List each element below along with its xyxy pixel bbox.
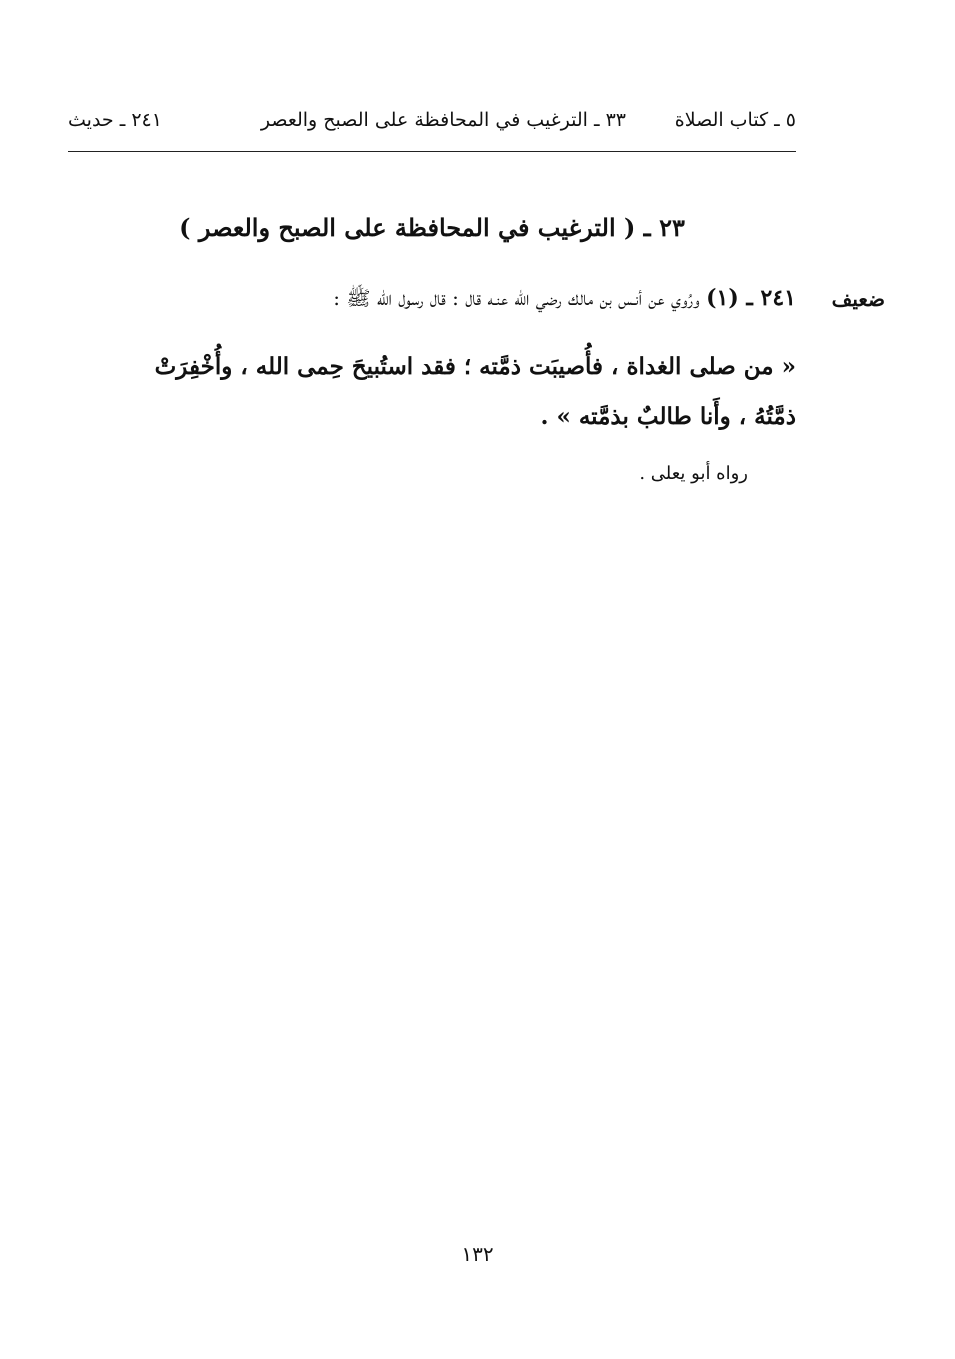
chapter-heading: ٢٣ ـ ( الترغيب في المحافظة على الصبح والعصر ) xyxy=(179,213,685,242)
header-chapter-title: ٣٣ ـ الترغيب في المحافظة على الصبح والعصر xyxy=(260,109,626,131)
hadith-intro xyxy=(68,281,796,315)
hadith-isnad: ورُوي عن أنـس بن مالك رضي الله عنـه قال : قال رسول الله ﷺ : xyxy=(333,286,700,310)
hadith-text xyxy=(68,342,796,442)
header-hadith-ref: ٢٤١ ـ حديث xyxy=(68,109,162,131)
header-book-title: ٥ ـ كتاب الصلاة xyxy=(674,109,796,131)
header-divider xyxy=(68,151,796,152)
page-number: ١٣٢ xyxy=(461,1242,494,1266)
hadith-source: رواه أبو يعلى . xyxy=(639,463,748,484)
hadith-number: ٢٤١ ـ (١) xyxy=(706,285,796,311)
grade-label: ضعيف xyxy=(831,287,885,311)
hadith-text-line-2: ذمَّتُهُ ، وأَنا طالبٌ بذمَّته » . xyxy=(540,403,796,430)
running-header xyxy=(68,104,796,136)
hadith-text-line-1: « من صلى الغداة ، فأُصيبَت ذمَّته ؛ فقد استُبيحَ حِمى الله ، وأُخْفِرَتْ xyxy=(154,353,796,380)
